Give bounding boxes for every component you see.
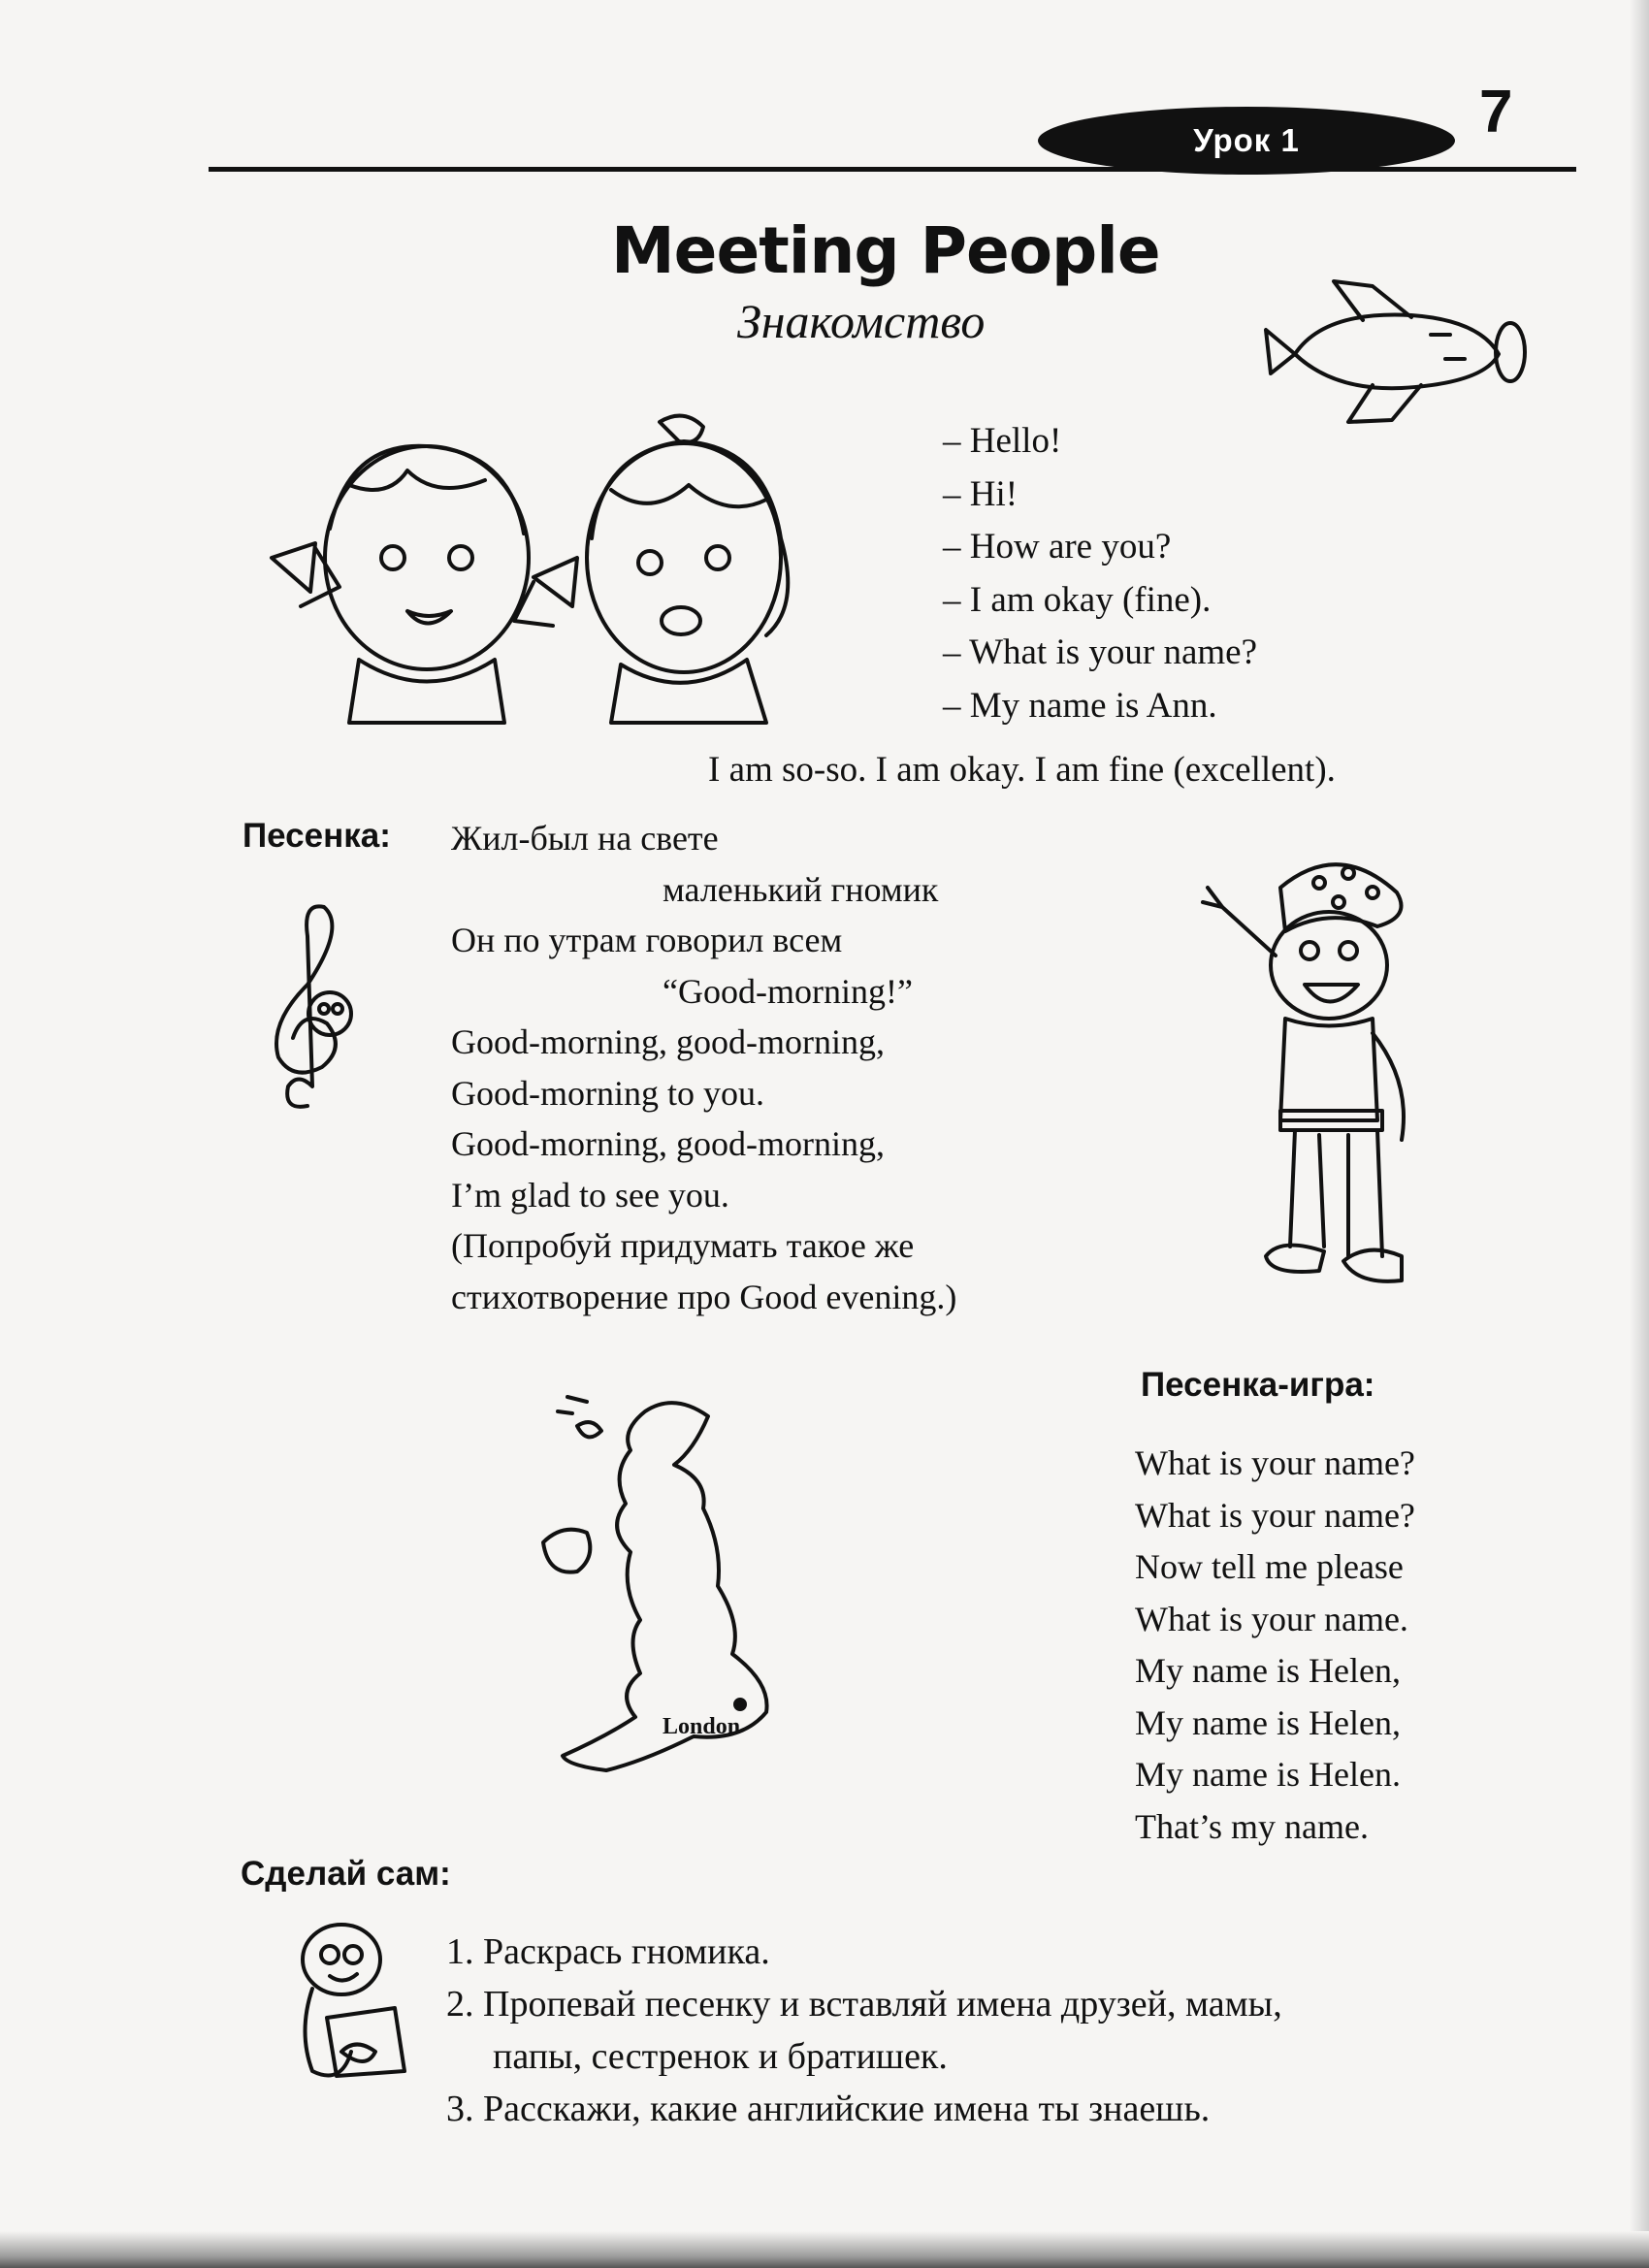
- song-line: I’m glad to see you.: [451, 1175, 729, 1215]
- song-game-line: What is your name?: [1135, 1443, 1415, 1482]
- song-line: “Good-morning!”: [663, 971, 913, 1011]
- header-rule: [209, 167, 1576, 172]
- scan-bottom-edge: [0, 2231, 1649, 2268]
- tasks-heading: Сделай сам:: [241, 1855, 451, 1893]
- lesson-badge: [1038, 107, 1455, 175]
- song-line: маленький гномик: [663, 869, 939, 909]
- song-line: Good-morning, good-morning,: [451, 1022, 885, 1061]
- song-game-line: What is your name?: [1135, 1495, 1415, 1535]
- song-game-line: Now tell me please: [1135, 1547, 1404, 1586]
- song-line: Good-morning, good-morning,: [451, 1124, 885, 1163]
- task-item: 1. Раскрась гномика.: [446, 1931, 770, 1972]
- gnome-illustration: [1203, 849, 1436, 1300]
- song-line: Жил-был на свете: [451, 819, 719, 858]
- song-game-heading: Песенка-игра:: [1141, 1366, 1375, 1404]
- lesson-label: Урок 1: [1193, 122, 1300, 158]
- dialog-line: – Hi!: [943, 473, 1018, 514]
- song-line: Good-morning to you.: [451, 1073, 764, 1113]
- tasks-list: [446, 1926, 1282, 2135]
- song-game-line: My name is Helen.: [1135, 1755, 1401, 1794]
- dialog-line: – What is your name?: [943, 632, 1258, 672]
- map-city-label: London: [663, 1714, 741, 1739]
- girls-illustration: [242, 412, 863, 732]
- task-item: папы, сестренок и братишек.: [493, 2036, 948, 2077]
- page-number: 7: [1479, 79, 1513, 146]
- dialog-line: – I am okay (fine).: [943, 579, 1212, 620]
- song-game-line: What is your name.: [1135, 1599, 1408, 1638]
- scan-right-edge: [1630, 0, 1649, 2268]
- song-lyrics: [451, 813, 956, 1322]
- dialog-line: – My name is Ann.: [943, 685, 1217, 726]
- task-item: 2. Пропевай песенку и вставляй имена друзей, мамы,: [446, 1984, 1282, 2025]
- song-game-line: My name is Helen,: [1135, 1651, 1401, 1690]
- page-subtitle: Знакомство: [737, 294, 986, 348]
- airplane-illustration: [1256, 276, 1547, 432]
- song-game-line: That’s my name.: [1135, 1806, 1369, 1846]
- treble-clef-icon: [254, 897, 361, 1120]
- worm-character-illustration: [283, 1916, 409, 2086]
- song-game-line: My name is Helen,: [1135, 1702, 1401, 1742]
- dialog-line: – How are you?: [943, 527, 1172, 567]
- song-game-lyrics: [1135, 1438, 1415, 1853]
- dialog-line: – Hello!: [943, 421, 1062, 461]
- page-title: Meeting People: [611, 213, 1160, 288]
- song-heading: Песенка:: [242, 817, 391, 855]
- mood-phrases: I am so-so. I am okay. I am fine (excellent).: [708, 750, 1336, 790]
- task-item: 3. Расскажи, какие английские имена ты знаешь.: [446, 2089, 1211, 2129]
- song-line: (Попробуй придумать такое же: [451, 1226, 915, 1265]
- song-line: Он по утрам говорил всем: [451, 921, 843, 959]
- uk-map: [529, 1392, 800, 1790]
- song-line: стихотворение про Good evening.): [451, 1277, 957, 1316]
- greeting-dialog: [943, 415, 1257, 732]
